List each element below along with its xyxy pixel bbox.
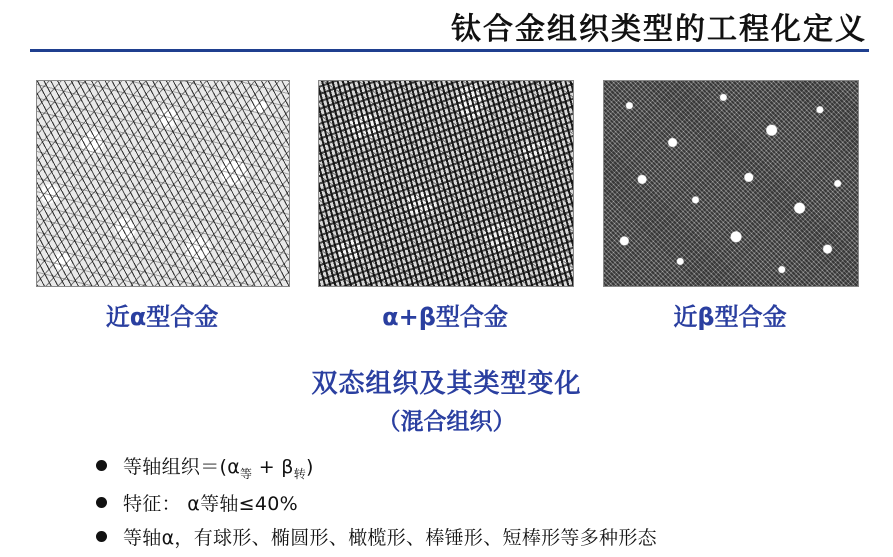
caption-near-beta: 近β型合金 — [673, 303, 787, 331]
bullet-text-2: 特征： α等轴≤40% — [123, 492, 299, 515]
bullet-1-mid: + β — [252, 456, 294, 478]
title-underline-rule — [30, 49, 869, 52]
micrograph-gallery — [0, 80, 893, 289]
bullet-text-3: 等轴α，有球形、椭圆形、橄榄形、棒锤形、短棒形等多种形态 — [123, 526, 657, 549]
bullet-dot-icon — [96, 497, 107, 508]
bullet-1-sub-equiaxed: 等 — [240, 466, 253, 481]
list-item — [96, 452, 856, 482]
micrograph-texture — [37, 81, 289, 286]
list-item — [96, 523, 856, 550]
section-subheadline: （混合组织） — [377, 409, 516, 435]
bullet-text-1 — [123, 452, 314, 482]
section-headline: 双态组织及其类型变化 — [311, 369, 582, 399]
bullet-1-suffix: ) — [306, 456, 314, 478]
page-title: 钛合金组织类型的工程化定义 — [451, 12, 867, 47]
bullet-list — [96, 452, 856, 557]
slide-header — [0, 0, 893, 56]
alpha-beta-micrograph — [318, 80, 574, 287]
bullet-dot-icon — [96, 531, 107, 542]
bullet-1-sub-transformed: 转 — [293, 466, 306, 481]
micrograph-texture — [604, 81, 858, 286]
caption-alpha-beta: α+β型合金 — [382, 303, 508, 331]
bullet-1-prefix: 等轴组织＝(α — [123, 456, 241, 478]
bullet-dot-icon — [96, 460, 107, 471]
caption-near-alpha: 近α型合金 — [105, 303, 219, 331]
micrograph-texture — [319, 81, 573, 286]
micrograph-captions — [0, 297, 893, 333]
near-alpha-micrograph — [36, 80, 290, 287]
list-item — [96, 489, 856, 516]
near-beta-micrograph — [603, 80, 859, 287]
